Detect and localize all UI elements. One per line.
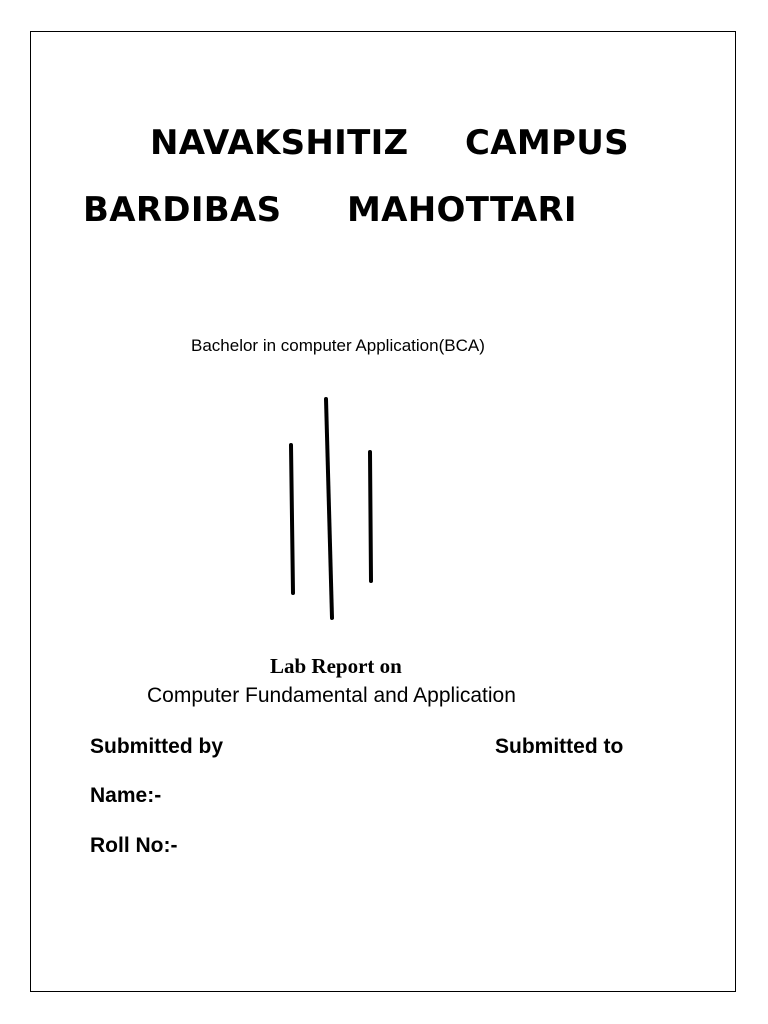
submitted-to-label: Submitted to bbox=[495, 735, 624, 758]
program-name: Bachelor in computer Application(BCA) bbox=[191, 336, 485, 355]
campus-name-word1: NAVAKSHITIZ bbox=[150, 123, 409, 163]
three-vertical-lines-icon bbox=[280, 390, 390, 625]
report-subject: Computer Fundamental and Application bbox=[147, 684, 516, 707]
logo-line-center bbox=[326, 399, 332, 618]
roll-number-label: Roll No:- bbox=[90, 834, 178, 857]
campus-location-word2: MAHOTTARI bbox=[347, 190, 577, 230]
name-label: Name:- bbox=[90, 784, 162, 807]
report-heading: Lab Report on bbox=[270, 654, 402, 678]
logo-line-left bbox=[291, 445, 293, 593]
campus-name-word2: CAMPUS bbox=[465, 123, 629, 163]
submitted-by-label: Submitted by bbox=[90, 735, 224, 758]
logo-line-right bbox=[370, 452, 371, 581]
campus-location-word1: BARDIBAS bbox=[83, 190, 282, 230]
